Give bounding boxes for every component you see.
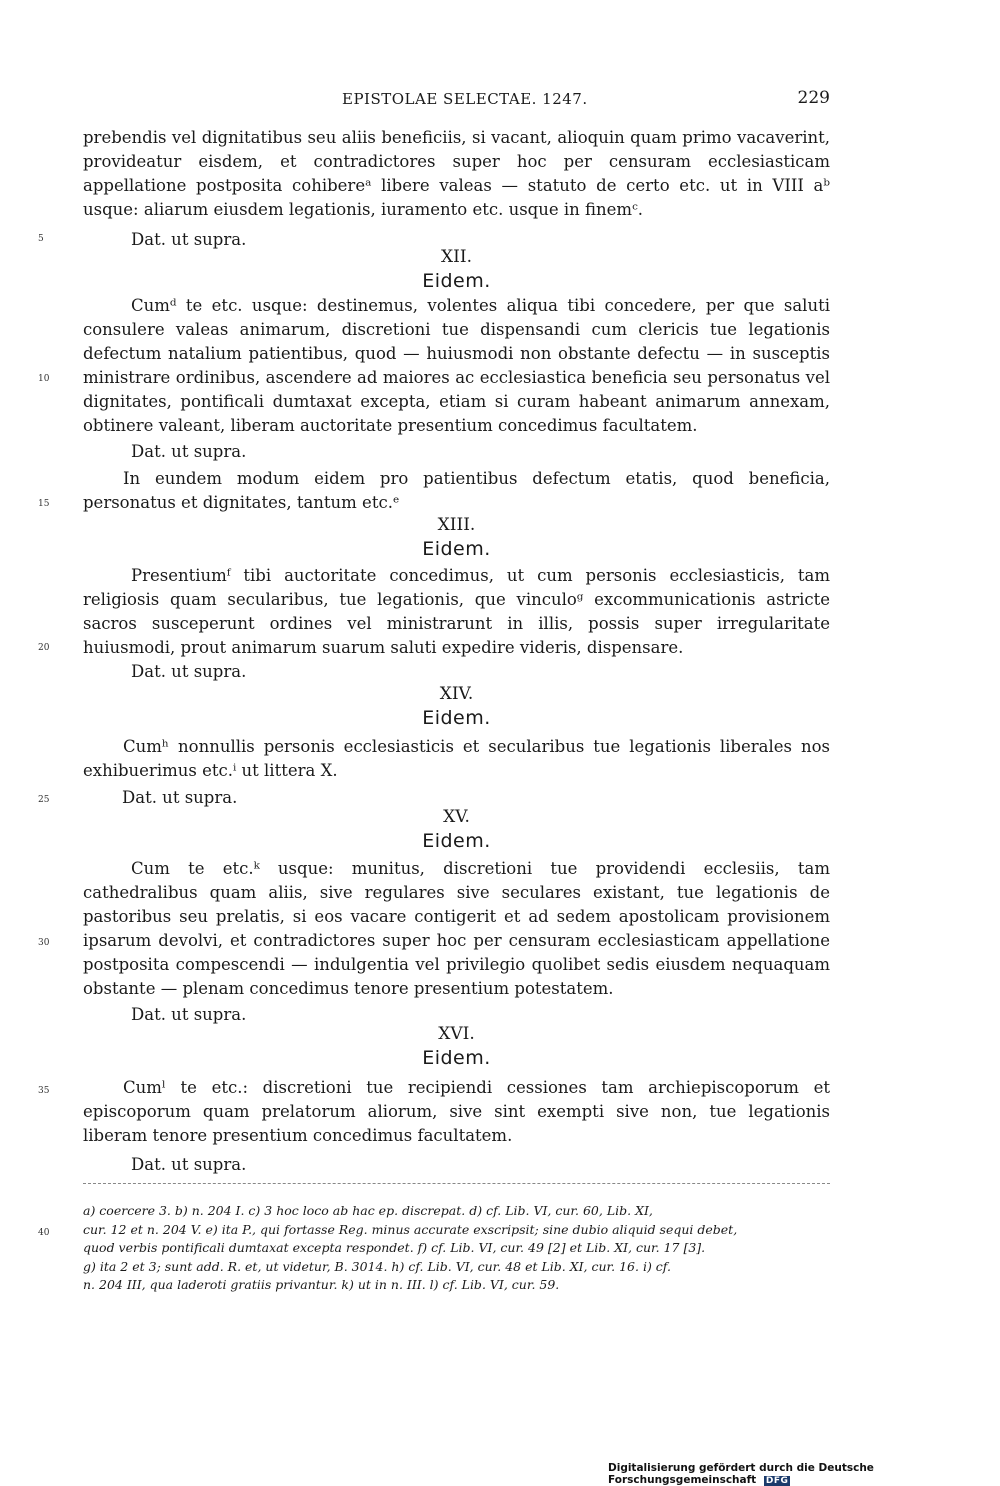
section-body-xiv: Cumʰ nonnullis personis ecclesiasticis et secularibus tue legationis liberales nos exhibuerimus etc.ⁱ ut littera X. [83, 737, 830, 780]
line-number: 5 [38, 234, 44, 244]
section-number-xiv: XIV. [439, 684, 474, 704]
footnote-line: cur. 12 et n. 204 V. e) ita P., qui fortasse Reg. minus accurate exscripsit; sine dubio aliquid sequi debet, [83, 1221, 738, 1237]
dfg-logo: DFG [765, 1476, 789, 1486]
dat-line: Dat. ut supra. [131, 1155, 247, 1174]
line-number: 25 [38, 795, 50, 805]
section-title-xv: Eidem. [422, 830, 491, 852]
line-number: 10 [38, 374, 50, 384]
dat-line: Dat. ut supra. [131, 230, 247, 249]
page-number: 229 [797, 88, 830, 108]
section-extra-xii: In eundem modum eidem pro patientibus defectum etatis, quod beneficia, personatus et dignitates, tantum etc.ᵉ [83, 469, 830, 512]
section-title-xii: Eidem. [422, 270, 491, 292]
section-number-xiii: XIII. [437, 515, 476, 535]
dat-line: Dat. ut supra. [131, 662, 247, 681]
digitization-credit [608, 1462, 1000, 1486]
section-title-xiv: Eidem. [422, 707, 491, 729]
page-header [82, 88, 830, 112]
footnote-line: a) coercere 3. b) n. 204 I. c) 3 hoc loco ab hac ep. discrepat. d) cf. Lib. VI, cur. 60, Lib. XI, [83, 1203, 653, 1218]
section-title-xiii: Eidem. [422, 538, 491, 560]
line-number: 20 [38, 643, 50, 653]
dat-line: Dat. ut supra. [131, 1005, 247, 1024]
footnote-rule [83, 1183, 830, 1184]
dat-line: Dat. ut supra. [122, 788, 238, 807]
footnote-line: g) ita 2 et 3; sunt add. R. et, ut videtur, B. 3014. h) cf. Lib. VI, cur. 48 et Lib. XI, cur. 16. i) cf. [83, 1258, 671, 1274]
line-number: 30 [38, 938, 50, 948]
section-body-xvi: Cumˡ te etc.: discretioni tue recipiendi cessiones tam archiepiscoporum et episcoporum quam prelatorum aliorum, sive sint exempti sive non, tue legationis liberam tenore presentium concedimus facultatem. [83, 1078, 830, 1145]
section-number-xvi: XVI. [438, 1024, 475, 1044]
dat-line: Dat. ut supra. [131, 442, 247, 461]
continuation-paragraph: prebendis vel dignitatibus seu aliis beneficiis, si vacant, alioquin quam primo vacaverint, provideatur eisdem, et contradictores super hoc per censuram ecclesiasticam appellatione postposita cohibereᵃ libere valeas — statuto de certo etc. ut in VIII aᵇ usque: aliarum eiusdem legationis, iuramento etc. usque in finemᶜ. [83, 128, 830, 219]
footnote-line: quod verbis pontificali dumtaxat excepta respondet. f) cf. Lib. VI, cur. 49 [2] et Lib. XI, cur. 17 [3]. [83, 1240, 706, 1255]
footnotes [83, 1202, 830, 1295]
running-title: EPISTOLAE SELECTAE. 1247. [342, 90, 588, 108]
section-body-xv: Cum te etc.ᵏ usque: munitus, discretioni tue providendi ecclesiis, tam cathedralibus quam aliis, sive regulares sive seculares existant, tue legationis de pastoribus seu prelatis, si eos vacare contigerit et ad sedem apostolicam provisionem ipsarum devolvi, et contradictores super hoc per censuram ecclesiasticam appellatione postposita compescendi — indulgentia vel privilegio quolibet sedis eiusdem nequaquam obstante — plenam concedimus tenore presentium potestatem. [83, 859, 830, 998]
section-body-xii: Cumᵈ te etc. usque: destinemus, volentes aliqua tibi concedere, per que saluti consulere valeas animarum, discretioni tue dispensandi cum clericis tue legationis defectum natalium patientibus, quod — huiusmodi non obstante defectu — in susceptis ministrare ordinibus, ascendere ad maiores ac ecclesiastica beneficia seu personatus vel dignitates, pontificali dumtaxat excepta, etiam si curam habeant animarum annexam, obtinere valeant, liberam auctoritate presentium concedimus facultatem. [83, 296, 830, 435]
credit-text: Digitalisierung gefördert durch die Deutsche Forschungsgemeinschaft [608, 1462, 874, 1486]
section-title-xvi: Eidem. [422, 1047, 491, 1069]
footnote-line: n. 204 III, qua laderoti gratiis privantur. k) ut in n. III. l) cf. Lib. VI, cur. 59. [83, 1277, 560, 1292]
line-number: 40 [38, 1228, 50, 1238]
section-number-xv: XV. [443, 807, 470, 827]
section-number-xii: XII. [441, 247, 472, 267]
line-number: 15 [38, 499, 50, 509]
line-number: 35 [38, 1086, 50, 1096]
section-body-xiii: Presentiumᶠ tibi auctoritate concedimus, ut cum personis ecclesiasticis, tam religiosis quam secularibus, tue legationis, que vinculoᵍ excommunicationis astricte sacros susceperunt ordines vel ministrarunt in illis, possis super irregularitate huiusmodi, prout animarum suarum saluti expedire videris, dispensare. [83, 566, 830, 657]
